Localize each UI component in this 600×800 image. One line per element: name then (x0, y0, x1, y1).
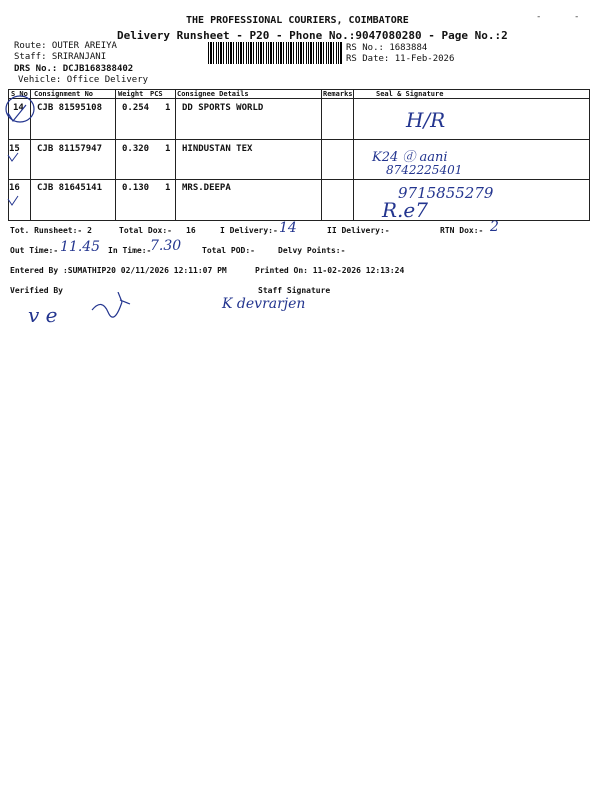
row16-phone: 9715855279 (398, 184, 494, 202)
row-consignment: CJB 81157947 (37, 144, 103, 154)
row-consignee: DD SPORTS WORLD (182, 103, 264, 113)
row-consignment: CJB 81595108 (37, 103, 103, 113)
row-weight: 0.254 (122, 103, 150, 113)
out-time-value: 11.45 (60, 239, 101, 255)
runsheet-table (8, 89, 590, 221)
row-consignee: HINDUSTAN TEX (182, 144, 253, 154)
rs-date: RS Date: 11-Feb-2026 (346, 54, 455, 64)
header-pcs: PCS (150, 90, 163, 98)
header-sno: S No (11, 90, 28, 98)
printed-on: Printed On: 11-02-2026 12:13:24 (255, 266, 405, 275)
vehicle-line: Vehicle: Office Delivery (18, 75, 149, 85)
route-line: Route: OUTER AREIYA (14, 41, 117, 51)
row-consignment: CJB 81645141 (37, 183, 103, 193)
header-seal: Seal & Signature (376, 90, 444, 98)
row-pcs: 1 (165, 103, 171, 113)
row-weight: 0.130 (122, 183, 150, 193)
row16-signature: R.e7 (382, 198, 428, 222)
verified-by-label: Verified By (10, 286, 63, 295)
tot-runsheet: Tot. Runsheet:- 2 (10, 226, 92, 235)
header-weight: Weight (118, 90, 144, 98)
total-dox-label: Total Dox:- (119, 226, 172, 235)
rtn-dox-value: 2 (490, 219, 499, 235)
verified-signature: v e (28, 303, 58, 327)
rs-number: RS No.: 1683884 (346, 43, 428, 53)
delvy-points-label: Delvy Points:- (278, 246, 346, 255)
row-sno: 16 (9, 183, 20, 193)
row-consignee: MRS.DEEPA (182, 183, 231, 193)
pen-circle-and-ticks (0, 85, 60, 215)
in-time-value: 7.30 (150, 238, 182, 254)
row-pcs: 1 (165, 183, 171, 193)
runsheet-subtitle: Delivery Runsheet - P20 - Phone No.:9047080280 - Page No.:2 (117, 29, 508, 42)
verified-signature-stroke (90, 292, 135, 318)
total-pod-label: Total POD:- (202, 246, 255, 255)
header-consignee: Consignee Details (177, 90, 249, 98)
total-dox-value: 16 (186, 226, 196, 235)
entered-by: Entered By :SUMATHIP20 02/11/2026 12:11:07 PM (10, 266, 227, 275)
row-weight: 0.320 (122, 144, 150, 154)
in-time-label: In Time:- (108, 246, 152, 255)
i-delivery-value: 14 (279, 220, 297, 236)
staff-line: Staff: SRIRANJANI (14, 52, 107, 62)
header-consignment: Consignment No (34, 90, 94, 98)
scan-mark: - (536, 12, 542, 22)
row14-signature: H/R (406, 108, 446, 132)
row-sno: 15 (9, 144, 20, 154)
row15-receiver-name: K24 ⓓ aani (372, 150, 448, 165)
i-delivery-label: I Delivery:- (220, 226, 278, 235)
row15-phone: 8742225401 (386, 163, 463, 177)
barcode (208, 42, 342, 64)
header-remarks: Remarks (323, 90, 353, 98)
ii-delivery-label: II Delivery:- (327, 226, 390, 235)
drs-number: DRS No.: DCJB168388402 (14, 64, 134, 74)
scan-mark: - (574, 12, 580, 22)
row-sno: 14 (13, 103, 24, 113)
rtn-dox-label: RTN Dox:- (440, 226, 484, 235)
out-time-label: Out Time:- (10, 246, 59, 255)
row-pcs: 1 (165, 144, 171, 154)
staff-signature-label: Staff Signature (258, 286, 331, 295)
staff-signature: K devrarjen (222, 296, 306, 312)
company-title: THE PROFESSIONAL COURIERS, COIMBATORE (186, 15, 409, 26)
